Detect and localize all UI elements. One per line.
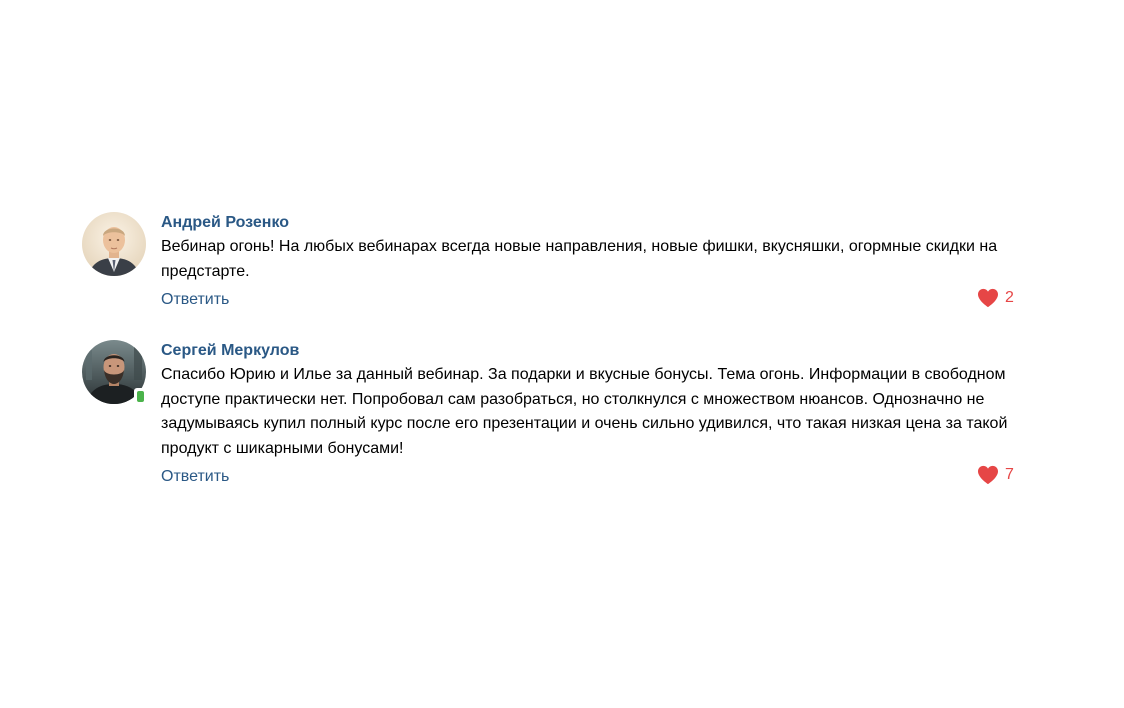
comment-text: Спасибо Юрию и Илье за данный вебинар. За подарки и вкусные бонусы. Тема огонь. Информации в свободном доступе практически нет. Попробовал сам разобраться, но столкнулся с множеством нюансов. Однозначно не задумываясь купил полный курс после его презентации и очень сильно удивился, что такая низкая цена за такой продукт с шикарными бонусами! [161,366,1008,457]
comment-author[interactable]: Сергей Меркулов [161,342,300,359]
reply-button[interactable]: Ответить [161,468,230,485]
heart-icon [977,465,999,485]
comment-body [161,212,1042,312]
avatar[interactable] [82,212,146,276]
comments-list [82,212,1042,489]
reply-button[interactable]: Ответить [161,291,230,308]
avatar[interactable] [82,340,146,404]
like-button[interactable] [977,288,1014,308]
comment-footer [161,465,1042,489]
avatar-photo [82,212,146,276]
mobile-online-icon [134,388,147,404]
like-count: 7 [1005,466,1014,483]
comment-body [161,340,1042,489]
comment-author[interactable]: Андрей Розенко [161,214,290,231]
comment-item [82,212,1042,312]
comment-footer [161,288,1042,312]
like-button[interactable] [977,465,1014,485]
comment-text: Вебинар огонь! На любых вебинарах всегда новые направления, новые фишки, вкусняшки, огормные скидки на предстарте. [161,238,998,280]
comment-item [82,340,1042,489]
like-count: 2 [1005,289,1014,306]
heart-icon [977,288,999,308]
